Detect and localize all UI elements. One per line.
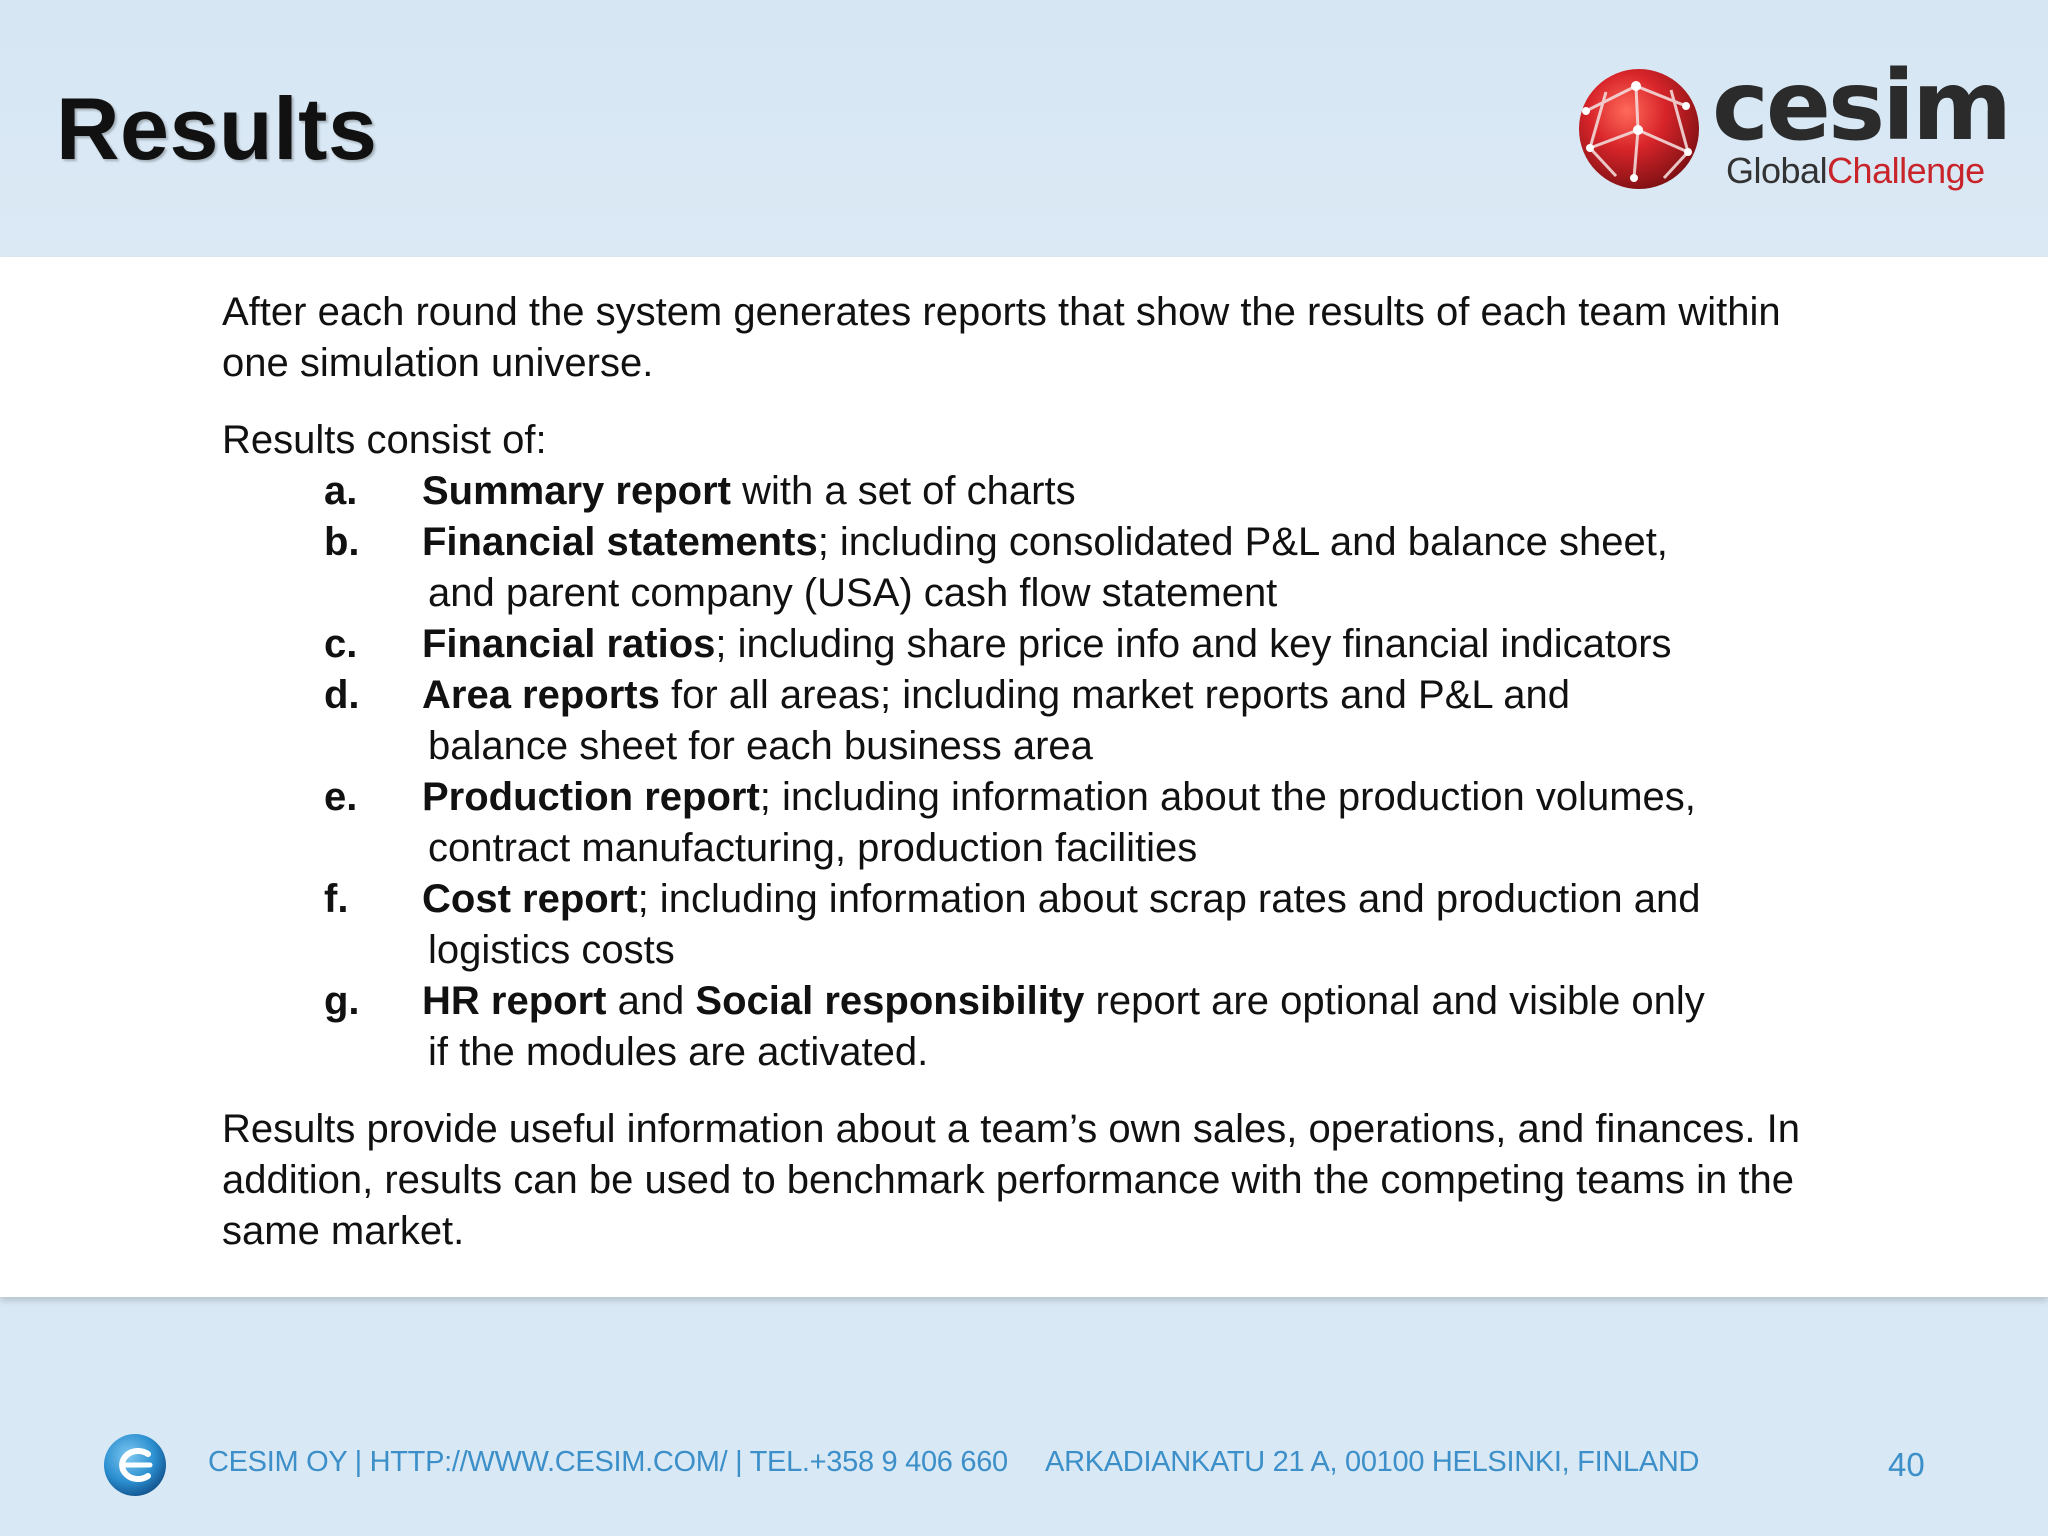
list-item: b. Financial statements; including consolidated P&L and balance sheet, and parent company (USA) cash flow statement	[324, 520, 1668, 615]
outro-paragraph: Results provide useful information about a team’s own sales, operations, and finances. In addition, results can be used to benchmark performance with the competing teams in the same market.	[222, 1107, 1800, 1253]
item-title: Area reports	[422, 673, 660, 717]
item-title: Social responsibility	[695, 979, 1085, 1023]
cesim-footer-icon	[102, 1432, 168, 1498]
list-item: e. Production report; including information about the production volumes, contract manufacturing, production facilities	[324, 775, 1696, 870]
page-number: 40	[1888, 1446, 1925, 1483]
list-item: g. HR report and Social responsibility report are optional and visible only if the modules are activated.	[324, 979, 1705, 1074]
item-title: Production report	[422, 775, 760, 819]
cesim-logo	[1572, 50, 2010, 202]
list-item: f. Cost report; including information about scrap rates and production and logistics costs	[324, 877, 1701, 972]
results-list	[222, 466, 1822, 1078]
logo-sub-global: Global	[1726, 150, 1828, 191]
body-text	[222, 287, 1822, 1257]
list-item: c. Financial ratios; including share price info and key financial indicators	[324, 622, 1672, 666]
slide-title: Results	[56, 79, 378, 178]
item-title: Financial ratios	[422, 622, 716, 666]
intro-paragraph: After each round the system generates reports that show the results of each team within one simulation universe.	[222, 290, 1781, 385]
results-consist-label: Results consist of:	[222, 418, 547, 462]
slide-header	[0, 0, 2048, 257]
slide-body	[0, 257, 2048, 1297]
list-item: a. Summary report with a set of charts	[324, 469, 1076, 513]
globe-logo-icon	[1576, 66, 1702, 192]
item-title: HR report	[422, 979, 607, 1023]
logo-sub-challenge: Challenge	[1827, 150, 1985, 191]
item-title: Financial statements	[422, 520, 818, 564]
item-title: Summary report	[422, 469, 731, 513]
list-item: d. Area reports for all areas; including market reports and P&L and balance sheet for each business area	[324, 673, 1570, 768]
logo-subtitle	[1726, 150, 1985, 192]
logo-wordmark: cesim	[1712, 50, 2010, 162]
item-title: Cost report	[422, 877, 638, 921]
footer-contact: CESIM OY | HTTP://WWW.CESIM.COM/ | TEL.+358 9 406 660 ARKADIANKATU 21 A, 00100 HELSINKI, FINLAND	[208, 1446, 1700, 1478]
